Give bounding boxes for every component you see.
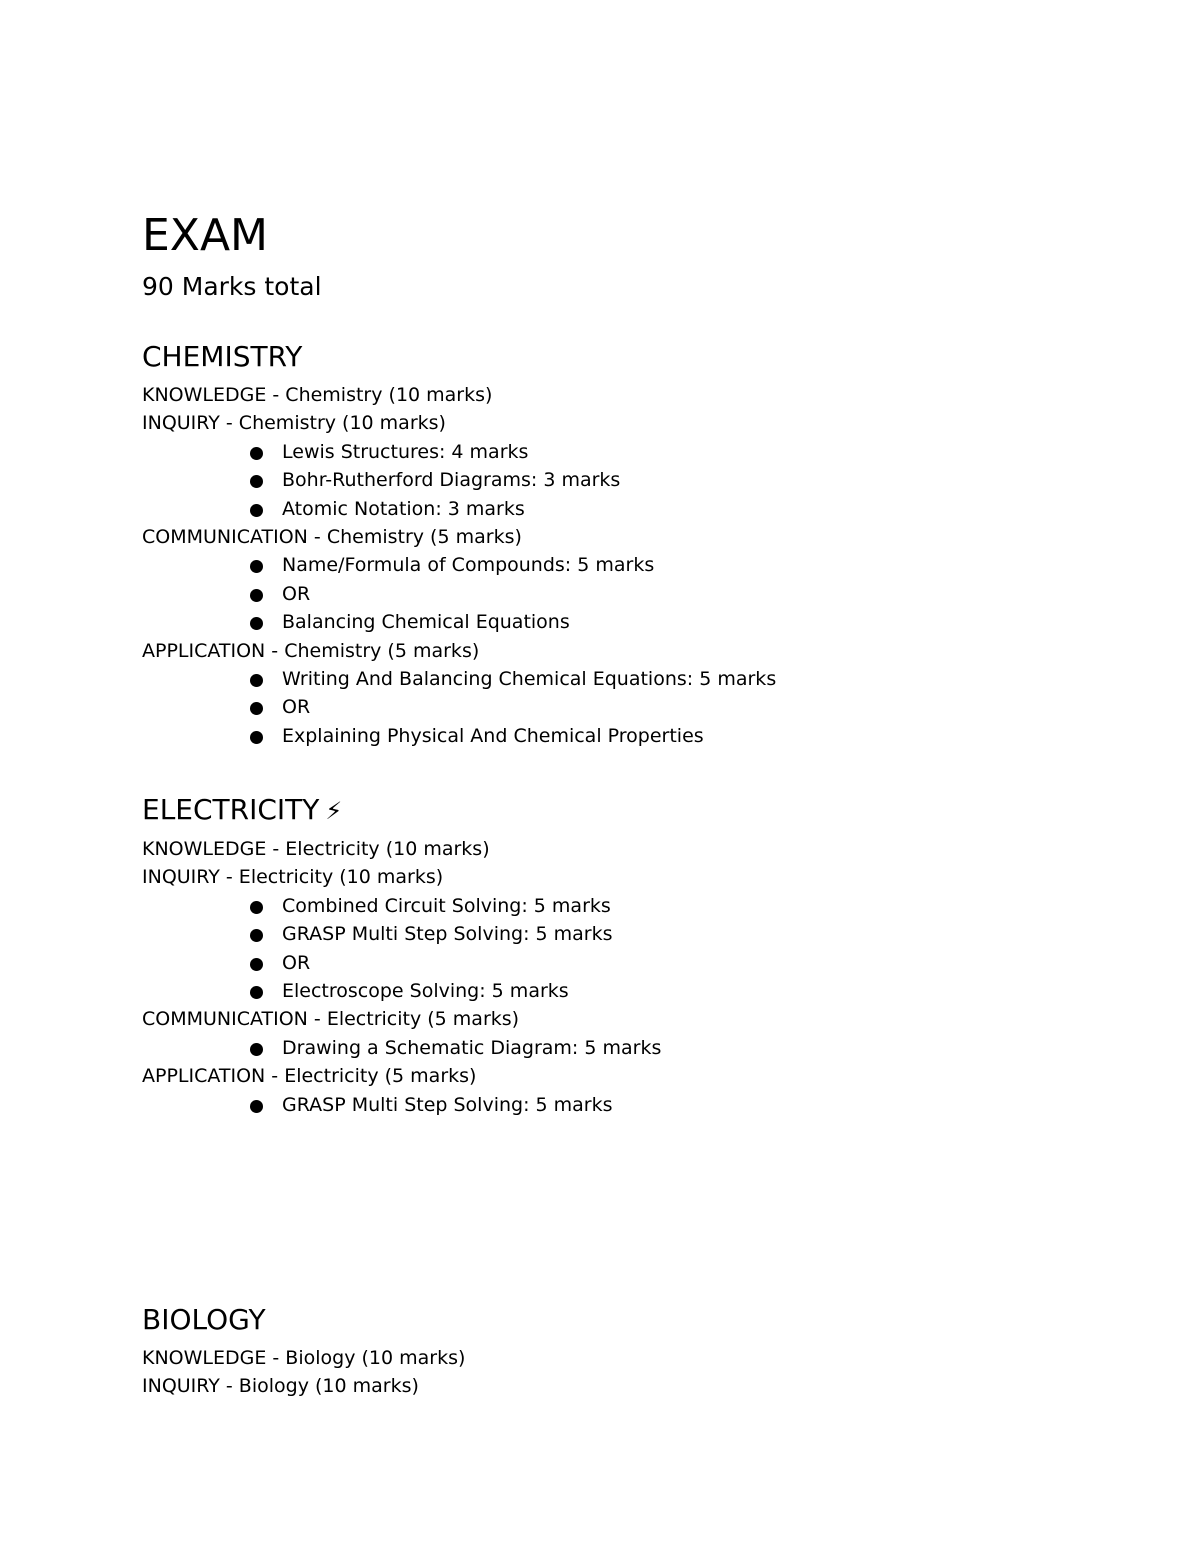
list-item-text: OR [282, 951, 311, 974]
biology-knowledge: KNOWLEDGE - Biology (10 marks) [142, 1347, 466, 1369]
list-item [142, 580, 1142, 608]
bullet-icon [250, 447, 263, 460]
section-chemistry [142, 340, 1142, 750]
list-item [142, 551, 1142, 579]
bullet-icon [250, 674, 263, 687]
list-item-text: Combined Circuit Solving: 5 marks [282, 894, 611, 917]
list-item-text: Explaining Physical And Chemical Properties [282, 724, 704, 747]
lightning-bolt-icon: ⚡ [325, 797, 343, 825]
bullet-icon [250, 1043, 263, 1056]
bullet-icon [250, 929, 263, 942]
list-item [142, 438, 1142, 466]
list-item-text: Bohr-Rutherford Diagrams: 3 marks [282, 469, 621, 492]
marks-total: 90 Marks total [142, 272, 322, 301]
list-item-text: OR [282, 696, 311, 719]
list-item [142, 693, 1142, 721]
list-item [142, 977, 1142, 1005]
bullet-icon [250, 986, 263, 999]
electricity-knowledge: KNOWLEDGE - Electricity (10 marks) [142, 838, 490, 860]
electricity-inquiry: INQUIRY - Electricity (10 marks) [142, 866, 444, 889]
bullet-icon [250, 560, 263, 573]
bullet-icon [250, 731, 263, 744]
list-item [142, 495, 1142, 523]
exam-title: EXAM [142, 210, 269, 261]
biology-inquiry: INQUIRY - Biology (10 marks) [142, 1375, 419, 1398]
list-item [142, 665, 1142, 693]
bullet-icon [250, 617, 263, 630]
list-item [142, 1091, 1142, 1119]
list-item-text: OR [282, 582, 311, 605]
list-item-text: Balancing Chemical Equations [282, 611, 570, 634]
bullet-icon [250, 702, 263, 715]
chemistry-application: APPLICATION - Chemistry (5 marks) [142, 639, 480, 662]
list-item [142, 608, 1142, 636]
list-item-text: GRASP Multi Step Solving: 5 marks [282, 923, 613, 946]
list-item-text: Writing And Balancing Chemical Equations: 5 marks [282, 667, 777, 690]
list-item [142, 722, 1142, 750]
chemistry-inquiry: INQUIRY - Chemistry (10 marks) [142, 412, 446, 435]
list-item-text: Lewis Structures: 4 marks [282, 440, 529, 463]
bullet-icon [250, 589, 263, 602]
electricity-application: APPLICATION - Electricity (5 marks) [142, 1065, 477, 1088]
bullet-icon [250, 1100, 263, 1113]
section-title-text: ELECTRICITY [142, 793, 320, 826]
list-item [142, 920, 1142, 948]
bullet-icon [250, 504, 263, 517]
bullet-icon [250, 901, 263, 914]
section-title-electricity [142, 793, 1142, 828]
list-item [142, 466, 1142, 494]
section-biology [142, 1303, 1142, 1401]
list-item-text: Name/Formula of Compounds: 5 marks [282, 554, 655, 577]
chemistry-knowledge: KNOWLEDGE - Chemistry (10 marks) [142, 384, 493, 406]
list-item [142, 1034, 1142, 1062]
bullet-icon [250, 475, 263, 488]
section-electricity [142, 793, 1142, 1119]
section-title-chemistry: CHEMISTRY [142, 340, 303, 373]
bullet-icon [250, 958, 263, 971]
list-item-text: GRASP Multi Step Solving: 5 marks [282, 1093, 613, 1116]
section-title-biology: BIOLOGY [142, 1303, 266, 1336]
electricity-communication: COMMUNICATION - Electricity (5 marks) [142, 1008, 520, 1031]
list-item-text: Electroscope Solving: 5 marks [282, 979, 569, 1002]
list-item-text: Atomic Notation: 3 marks [282, 497, 525, 520]
list-item [142, 892, 1142, 920]
chemistry-communication: COMMUNICATION - Chemistry (5 marks) [142, 525, 522, 548]
list-item [142, 949, 1142, 977]
list-item-text: Drawing a Schematic Diagram: 5 marks [282, 1036, 662, 1059]
